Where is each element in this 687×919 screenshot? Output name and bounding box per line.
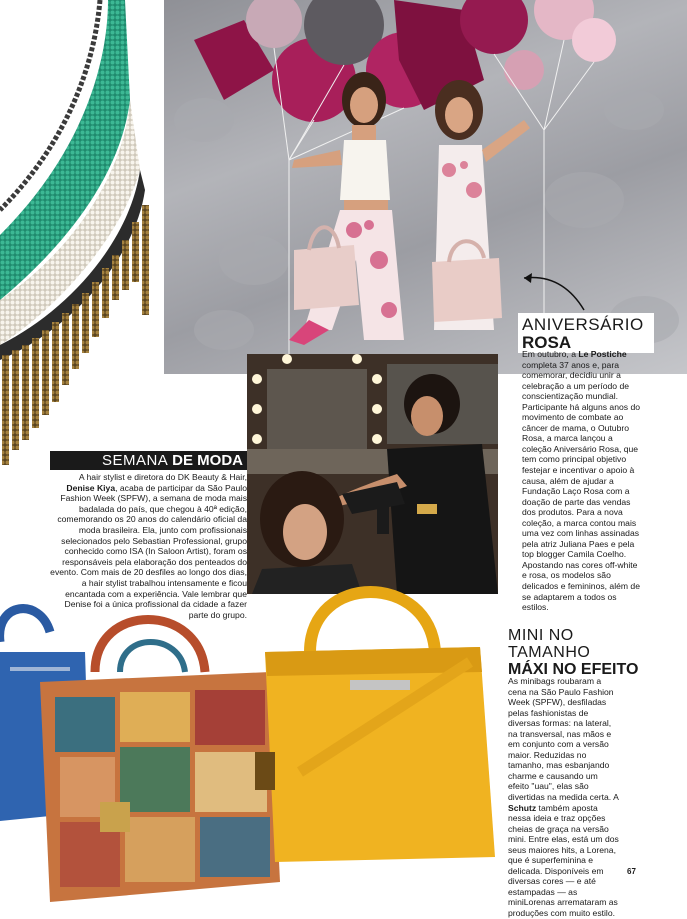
backstage-illustration [247, 354, 498, 594]
aniversario-rosa-text [522, 349, 640, 613]
semana-body-part-2: , acaba de participar da São Paulo Fashion Week (SPFW), a semana de moda mais badalada do país, que chegou à 40ª edição, comemorando os 20 anos do calendário oficial da moda brasileira. Ela, junto com profissionais selecionados pelo Sebastian Professional, grupo conhecido como ISA (In Saloon Artist), foram os responsáveis pela elaboração dos penteados do evento. Com mais de 20 desfiles ao longo dos dias, a hair stylist trabalhou intensamente e ficou encantada com a experiência. Vale lembrar que Denise foi a única profissional da cidade a fazer parte do grupo. [50, 482, 247, 620]
semana-de-moda-text [50, 472, 247, 620]
mini-title-light-1: MINI NO [508, 627, 574, 644]
necklace-illustration [0, 0, 160, 470]
aniversario-rosa-heading [518, 313, 654, 353]
necklace-photo [0, 0, 160, 470]
semana-body-part-1: A hair stylist e diretora do DK Beauty & Hair, [78, 472, 247, 482]
backstage-hairstyling-photo [247, 354, 498, 594]
aniversario-title-bold: ROSA [522, 333, 572, 352]
bags-illustration [0, 572, 510, 904]
aniversario-title-light: ANIVERSÁRIO [522, 315, 644, 334]
mini-no-tamanho-text [508, 676, 620, 919]
mini-body-brand: Schutz [508, 802, 537, 813]
mini-title-light-2: TAMANHO [508, 644, 591, 661]
aniversario-body-brand: Le Postiche [578, 349, 627, 359]
mini-body-part-1: As minibags roubaram a cena na São Paulo Fashion Week (SPFW), desfiladas pelas fashionistas de diversas formas: na lateral, na transversal, nas mãos e em conjunto com a versão maior. Reduzidas no tamanho, mas esbanjando charme e causando um efeito "uau", elas são divertidas na medida certa. A [508, 676, 619, 803]
aniversario-body-part-2: completa 37 anos e, para comemorar, decidiu unir a celebração a um período de conscientização mundial. Participante há alguns anos do movimento de combate ao câncer de mama, o Outubro Rosa, a marca lançou a coleção Aniversário Rosa, que tem como principal objetivo festejar e incentivar o apoio à causa, além de ajudar a Fundação Laço Rosa com a doação de parte das vendas dos produtos. Para a nova coleção, a marca contou mais uma vez com linhas assinadas pela atriz Juliana Paes e pela top blogger Camila Coelho. Apostando nas cores off-white e rosa, os modelos são delicados e femininos, além de se adaptarem a todos os estilos. [522, 359, 641, 613]
semana-title-bold: DE MODA [172, 452, 243, 469]
mini-title-bold: MÁXI NO EFEITO [508, 661, 639, 678]
minibags-photo [0, 572, 510, 904]
mini-no-tamanho-heading [508, 627, 678, 678]
page-number: 67 [627, 867, 636, 876]
semana-de-moda-heading [50, 451, 247, 470]
mini-body-part-2: também aposta nessa ideia e traz opções cheias de graça na versão mini. Entre elas, está um dos seus maiores hits, a Lorena, que é superfeminina e delicada. Disponíveis em diversas cores — e até estampadas — as miniLorenas arremataram as produções com muito estilo. [508, 802, 619, 919]
semana-body-name: Denise Kiya [66, 482, 116, 493]
semana-title-light: SEMANA [101, 452, 173, 469]
aniversario-body-part-1: Em outubro, a [522, 349, 579, 359]
